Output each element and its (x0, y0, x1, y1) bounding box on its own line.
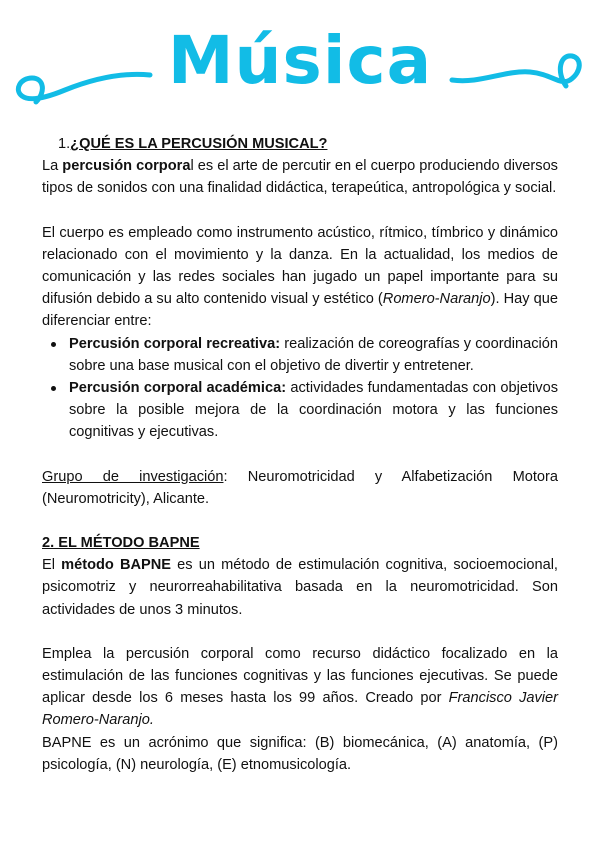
citation: Romero-Naranjo (382, 291, 491, 308)
bullet-term: Percusión corporal recreativa: (69, 335, 281, 352)
paragraph (42, 643, 558, 732)
text: l es el arte de percutir en el cuerpo produciendo diversos tipos de sonidos con una finalidad didáctica, terapeútica, antropológica y social. (42, 158, 558, 197)
text: La (42, 158, 63, 175)
page-title: Música (167, 22, 433, 99)
section-heading-2: 2. EL MÉTODO BAPNE (42, 535, 200, 552)
research-group-label: Grupo de investigación (42, 468, 224, 485)
list-item (69, 377, 558, 444)
bullet-term: Percusión corporal académica: (69, 380, 287, 397)
text: El cuerpo es empleado como instrumento acústico, rítmico, tímbrico y dinámico relacionado con el movimiento y la danza. En la actualidad, los medios de comunicación y las redes sociales han jugado un papel importante para su difusión debido a su alto contenido visual y estético ( (42, 224, 558, 308)
bullet-text: realización de coreografías y coordinación sobre una base musical con el objetivo de divertir y entretener. (69, 335, 558, 374)
paragraph (42, 554, 558, 621)
author: Francisco Javier Romero-Naranjo. (42, 690, 558, 729)
text: es un método de estimulación cognitiva, socioemocional, psicomotriz y neurorreahabilitativa basada en la neuromotricidad. Son actividades de unos 3 minutos. (42, 557, 558, 618)
research-group (42, 466, 558, 510)
text: El (42, 557, 62, 574)
heading-number: 1. (58, 136, 71, 152)
text: ). Hay que diferenciar entre: (42, 291, 558, 330)
paragraph (42, 222, 558, 333)
document-body (42, 133, 558, 776)
paragraph: BAPNE es un acrónimo que significa: (B) biomecánica, (A) anatomía, (P) psicología, (N) neurología, (E) etnomusicología. (42, 734, 558, 773)
text: Emplea la percusión corporal como recurso didáctico focalizado en la estimulación de las funciones cognitivas y las funciones ejecutivas. Se puede aplicar desde los 6 meses hasta los 99 años. Creado por (42, 645, 558, 707)
list-item (69, 333, 558, 377)
section-heading-1 (58, 133, 558, 155)
term-bold: percusión corpora (62, 158, 191, 175)
paragraph (42, 155, 558, 199)
bullet-text: actividades fundamentadas con objetivos sobre la posible mejora de la coordinación motora y las funciones cognitivas y ejecutivas. (69, 380, 559, 441)
research-group-text: : Neuromotricidad y Alfabetización Motora (Neuromotricity), Alicante. (42, 468, 558, 507)
header-banner (0, 0, 600, 125)
term-bold: método BAPNE (61, 557, 172, 574)
bullet-list (42, 333, 558, 444)
heading-text: ¿QUÉ ES LA PERCUSIÓN MUSICAL? (70, 136, 328, 152)
